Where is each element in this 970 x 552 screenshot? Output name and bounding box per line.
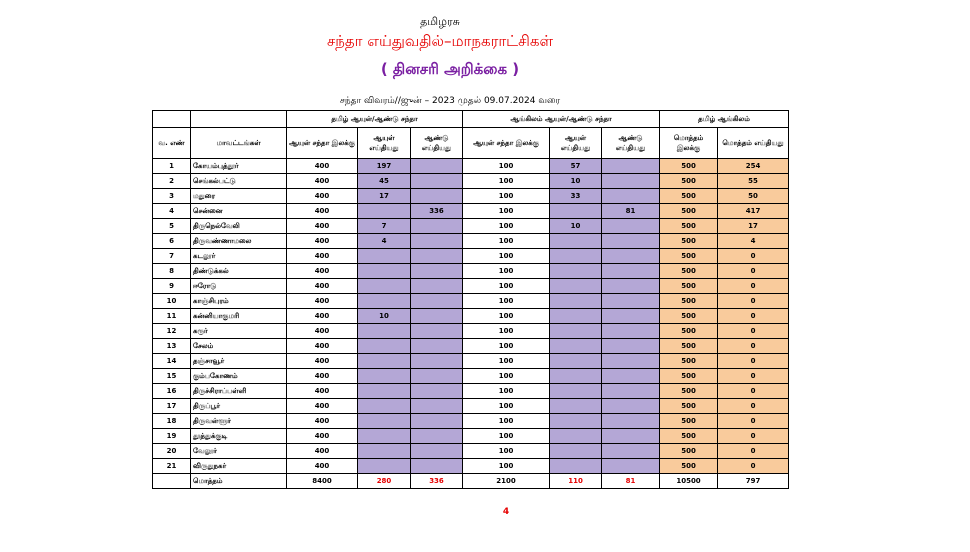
date-range: சந்தா விவரம்//ஜுன் – 2023 முதல் 09.07.2024 வரை xyxy=(339,96,561,106)
table-cell: 400 xyxy=(287,294,358,309)
col-header: வ. எண் xyxy=(153,128,191,159)
table-row xyxy=(153,429,789,444)
table-cell xyxy=(602,234,660,249)
table-cell xyxy=(550,399,602,414)
table-cell: 45 xyxy=(358,174,411,189)
table-cell: 400 xyxy=(287,264,358,279)
table-cell xyxy=(411,279,463,294)
table-cell xyxy=(602,414,660,429)
table-cell xyxy=(411,294,463,309)
table-cell: 0 xyxy=(718,429,789,444)
total-row xyxy=(153,474,789,489)
table-row xyxy=(153,384,789,399)
table-cell: 17 xyxy=(153,399,191,414)
table-row xyxy=(153,174,789,189)
table-cell xyxy=(602,219,660,234)
table-cell: 4 xyxy=(718,234,789,249)
table-cell: 417 xyxy=(718,204,789,219)
table-row xyxy=(153,204,789,219)
table-row xyxy=(153,234,789,249)
table-cell xyxy=(602,444,660,459)
table-cell: 2 xyxy=(153,174,191,189)
table-cell: 100 xyxy=(463,189,550,204)
table-cell xyxy=(411,264,463,279)
table-cell: 500 xyxy=(660,444,718,459)
table-cell: 100 xyxy=(463,399,550,414)
table-cell: 500 xyxy=(660,204,718,219)
table-cell: 400 xyxy=(287,354,358,369)
district-cell: தூத்துக்குடி xyxy=(191,429,287,444)
table-cell: 21 xyxy=(153,459,191,474)
total-cell: மொத்தம் xyxy=(191,474,287,489)
table-cell: 400 xyxy=(287,324,358,339)
table-row xyxy=(153,189,789,204)
table-cell: 100 xyxy=(463,204,550,219)
table-cell xyxy=(602,369,660,384)
table-cell: 0 xyxy=(718,264,789,279)
table-cell: 0 xyxy=(718,354,789,369)
table-cell: 500 xyxy=(660,174,718,189)
total-cell: 110 xyxy=(550,474,602,489)
table-cell: 10 xyxy=(153,294,191,309)
table-cell: 400 xyxy=(287,189,358,204)
table-cell xyxy=(602,324,660,339)
table-cell: 0 xyxy=(718,444,789,459)
table-cell: 14 xyxy=(153,354,191,369)
col-header: ஆயுள் எய்தியது xyxy=(358,128,411,159)
table-cell: 100 xyxy=(463,249,550,264)
page-number: 4 xyxy=(502,507,510,517)
table-cell: 0 xyxy=(718,459,789,474)
district-cell: தஞ்சாவூர் xyxy=(191,354,287,369)
table-cell xyxy=(550,279,602,294)
table-row xyxy=(153,219,789,234)
table-cell xyxy=(411,174,463,189)
table-row xyxy=(153,279,789,294)
table-cell: 400 xyxy=(287,339,358,354)
table-cell xyxy=(602,354,660,369)
total-cell: 2100 xyxy=(463,474,550,489)
table-cell: 7 xyxy=(358,219,411,234)
total-cell: 797 xyxy=(718,474,789,489)
table-cell xyxy=(602,294,660,309)
table-cell: 400 xyxy=(287,219,358,234)
table-cell: 5 xyxy=(153,219,191,234)
table-cell: 500 xyxy=(660,264,718,279)
table-cell: 19 xyxy=(153,429,191,444)
table-cell xyxy=(411,369,463,384)
table-cell xyxy=(358,354,411,369)
district-cell: காஞ்சிபுரம் xyxy=(191,294,287,309)
table-row xyxy=(153,294,789,309)
table-cell: 500 xyxy=(660,399,718,414)
table-cell xyxy=(550,264,602,279)
district-cell: சேலம் xyxy=(191,339,287,354)
table-cell xyxy=(358,204,411,219)
table-cell: 400 xyxy=(287,159,358,174)
col-header: ஆயுள் எய்தியது xyxy=(550,128,602,159)
table-cell xyxy=(358,414,411,429)
table-cell: 10 xyxy=(358,309,411,324)
table-cell xyxy=(411,429,463,444)
report-title: சந்தா எய்துவதில்–மாநகராட்சிகள் xyxy=(326,32,553,50)
table-cell: 0 xyxy=(718,324,789,339)
table-cell: 100 xyxy=(463,324,550,339)
subscription-table xyxy=(152,110,789,489)
col-header: ஆயுள் சந்தா இலக்கு xyxy=(463,128,550,159)
table-cell: 400 xyxy=(287,309,358,324)
table-cell: 81 xyxy=(602,204,660,219)
table-row xyxy=(153,414,789,429)
district-cell: கரூர் xyxy=(191,324,287,339)
table-cell: 500 xyxy=(660,234,718,249)
table-cell: 15 xyxy=(153,369,191,384)
table-cell xyxy=(602,279,660,294)
table-cell xyxy=(602,459,660,474)
table-cell: 100 xyxy=(463,339,550,354)
table-cell xyxy=(602,309,660,324)
table-cell: 400 xyxy=(287,369,358,384)
table-cell: 0 xyxy=(718,414,789,429)
table-cell: 33 xyxy=(550,189,602,204)
table-row xyxy=(153,369,789,384)
table-cell xyxy=(358,264,411,279)
table-cell xyxy=(602,249,660,264)
table-cell: 13 xyxy=(153,339,191,354)
table-cell xyxy=(411,339,463,354)
table-cell: 400 xyxy=(287,384,358,399)
table-cell: 100 xyxy=(463,279,550,294)
table-cell: 0 xyxy=(718,369,789,384)
table-cell xyxy=(550,384,602,399)
table-cell: 17 xyxy=(358,189,411,204)
table-cell: 100 xyxy=(463,309,550,324)
table-cell xyxy=(550,294,602,309)
table-row xyxy=(153,399,789,414)
table-cell: 100 xyxy=(463,414,550,429)
group-tamil: தமிழ் ஆயுள்/ஆண்டு சந்தா xyxy=(287,111,463,128)
table-row xyxy=(153,309,789,324)
table-cell: 0 xyxy=(718,279,789,294)
total-cell: 280 xyxy=(358,474,411,489)
table-cell: 254 xyxy=(718,159,789,174)
table-cell: 11 xyxy=(153,309,191,324)
table-cell xyxy=(602,384,660,399)
table-cell xyxy=(411,459,463,474)
table-cell: 500 xyxy=(660,294,718,309)
table-cell: 100 xyxy=(463,159,550,174)
table-cell xyxy=(602,339,660,354)
table-cell: 7 xyxy=(153,249,191,264)
table-row xyxy=(153,159,789,174)
table-row xyxy=(153,324,789,339)
table-cell: 500 xyxy=(660,249,718,264)
total-cell: 336 xyxy=(411,474,463,489)
table-cell: 0 xyxy=(718,309,789,324)
col-header: ஆண்டு எய்தியது xyxy=(602,128,660,159)
table-cell: 4 xyxy=(153,204,191,219)
table-cell xyxy=(411,354,463,369)
district-cell: திருப்பூர் xyxy=(191,399,287,414)
table-row xyxy=(153,249,789,264)
table-cell: 57 xyxy=(550,159,602,174)
table-cell xyxy=(411,444,463,459)
table-cell: 500 xyxy=(660,429,718,444)
table-cell xyxy=(550,339,602,354)
table-cell: 0 xyxy=(718,399,789,414)
group-total: தமிழ் ஆங்கிலம் xyxy=(660,111,789,128)
district-cell: கடலூர் xyxy=(191,249,287,264)
total-cell: 8400 xyxy=(287,474,358,489)
table-cell xyxy=(358,399,411,414)
group-header-row xyxy=(153,111,789,128)
col-header: மொத்தம் எய்தியது xyxy=(718,128,789,159)
table-cell: 500 xyxy=(660,369,718,384)
table-cell: 400 xyxy=(287,459,358,474)
table-cell: 100 xyxy=(463,174,550,189)
table-cell: 18 xyxy=(153,414,191,429)
report-subtitle: ( தினசரி அறிக்கை ) xyxy=(380,60,520,78)
table-cell: 0 xyxy=(718,384,789,399)
table-cell xyxy=(550,354,602,369)
table-cell xyxy=(358,384,411,399)
table-cell: 500 xyxy=(660,159,718,174)
table-cell: 500 xyxy=(660,219,718,234)
table-cell xyxy=(411,219,463,234)
table-cell: 0 xyxy=(718,249,789,264)
table-cell: 500 xyxy=(660,309,718,324)
table-cell: 3 xyxy=(153,189,191,204)
table-cell xyxy=(411,159,463,174)
table-cell xyxy=(602,159,660,174)
district-cell: சென்னை xyxy=(191,204,287,219)
table-cell xyxy=(550,234,602,249)
table-cell: 17 xyxy=(718,219,789,234)
table-cell xyxy=(358,249,411,264)
table-cell: 400 xyxy=(287,429,358,444)
district-cell: விருதுநகர் xyxy=(191,459,287,474)
table-cell xyxy=(358,339,411,354)
table-cell: 50 xyxy=(718,189,789,204)
table-cell: 400 xyxy=(287,204,358,219)
table-cell: 10 xyxy=(550,174,602,189)
table-cell xyxy=(411,234,463,249)
col-header: ஆயுள் சந்தா இலக்கு xyxy=(287,128,358,159)
district-cell: கோயம்புத்தூர் xyxy=(191,159,287,174)
table-cell: 100 xyxy=(463,459,550,474)
table-cell: 100 xyxy=(463,384,550,399)
table-cell: 100 xyxy=(463,219,550,234)
district-cell: கன்னியாகுமரி xyxy=(191,309,287,324)
table-row xyxy=(153,339,789,354)
total-cell xyxy=(153,474,191,489)
table-cell: 100 xyxy=(463,234,550,249)
table-cell: 500 xyxy=(660,339,718,354)
district-cell: வேலூர் xyxy=(191,444,287,459)
col-header: மாவட்டங்கள் xyxy=(191,128,287,159)
table-cell xyxy=(358,279,411,294)
table-cell xyxy=(602,264,660,279)
table-cell xyxy=(550,459,602,474)
district-cell: ஈரோடு xyxy=(191,279,287,294)
table-cell: 4 xyxy=(358,234,411,249)
table-row xyxy=(153,459,789,474)
table-cell: 1 xyxy=(153,159,191,174)
group-english: ஆங்கிலம் ஆயுள்/ஆண்டு சந்தா xyxy=(463,111,660,128)
district-cell: திருச்சிராப்பள்ளி xyxy=(191,384,287,399)
table-cell: 400 xyxy=(287,234,358,249)
table-cell: 0 xyxy=(718,339,789,354)
column-header-row xyxy=(153,128,789,159)
table-cell xyxy=(358,369,411,384)
header-top: தமிழரசு xyxy=(420,15,460,28)
table-cell: 400 xyxy=(287,414,358,429)
table-cell: 100 xyxy=(463,429,550,444)
table-cell: 9 xyxy=(153,279,191,294)
table-cell xyxy=(411,324,463,339)
table-cell xyxy=(550,204,602,219)
col-header: ஆண்டு எய்தியது xyxy=(411,128,463,159)
table-cell xyxy=(602,429,660,444)
table-cell: 55 xyxy=(718,174,789,189)
district-cell: திருவள்ளூர் xyxy=(191,414,287,429)
table-cell xyxy=(550,309,602,324)
table-cell xyxy=(602,174,660,189)
table-cell xyxy=(411,414,463,429)
district-cell: திருநெல்வேலி xyxy=(191,219,287,234)
table-cell: 100 xyxy=(463,294,550,309)
table-row xyxy=(153,264,789,279)
total-cell: 10500 xyxy=(660,474,718,489)
table-cell: 12 xyxy=(153,324,191,339)
table-cell xyxy=(550,249,602,264)
table-cell xyxy=(358,444,411,459)
table-cell: 100 xyxy=(463,369,550,384)
table-cell xyxy=(411,384,463,399)
table-cell: 400 xyxy=(287,444,358,459)
table-cell: 500 xyxy=(660,414,718,429)
district-cell: திண்டுக்கல் xyxy=(191,264,287,279)
district-cell: திருவண்ணாமலை xyxy=(191,234,287,249)
table-cell: 400 xyxy=(287,399,358,414)
table-cell: 500 xyxy=(660,324,718,339)
table-row xyxy=(153,354,789,369)
table-cell xyxy=(411,309,463,324)
table-cell: 500 xyxy=(660,189,718,204)
table-cell xyxy=(602,399,660,414)
table-cell xyxy=(550,414,602,429)
table-cell: 16 xyxy=(153,384,191,399)
table-cell xyxy=(358,429,411,444)
district-cell: மதுரை xyxy=(191,189,287,204)
col-header: மொத்தம் இலக்கு xyxy=(660,128,718,159)
table-cell xyxy=(550,369,602,384)
district-cell: செங்கல்பட்டு xyxy=(191,174,287,189)
table-cell xyxy=(602,189,660,204)
total-cell: 81 xyxy=(602,474,660,489)
table-cell: 20 xyxy=(153,444,191,459)
table-cell xyxy=(550,429,602,444)
table-cell: 500 xyxy=(660,354,718,369)
table-cell xyxy=(358,459,411,474)
table-cell: 197 xyxy=(358,159,411,174)
table-cell xyxy=(411,399,463,414)
table-cell: 100 xyxy=(463,444,550,459)
table-cell: 0 xyxy=(718,294,789,309)
table-cell: 500 xyxy=(660,459,718,474)
table-cell: 10 xyxy=(550,219,602,234)
table-cell xyxy=(550,324,602,339)
table-cell: 6 xyxy=(153,234,191,249)
table-cell: 500 xyxy=(660,279,718,294)
table-cell xyxy=(358,294,411,309)
table-cell: 336 xyxy=(411,204,463,219)
table-cell xyxy=(358,324,411,339)
table-cell: 400 xyxy=(287,174,358,189)
table-cell: 8 xyxy=(153,264,191,279)
table-cell: 500 xyxy=(660,384,718,399)
table-cell xyxy=(411,249,463,264)
table-cell xyxy=(411,189,463,204)
table-cell: 100 xyxy=(463,264,550,279)
table-row xyxy=(153,444,789,459)
table-cell: 100 xyxy=(463,354,550,369)
table-cell: 400 xyxy=(287,249,358,264)
district-cell: கும்பகோணம் xyxy=(191,369,287,384)
table-cell xyxy=(550,444,602,459)
table-cell: 400 xyxy=(287,279,358,294)
